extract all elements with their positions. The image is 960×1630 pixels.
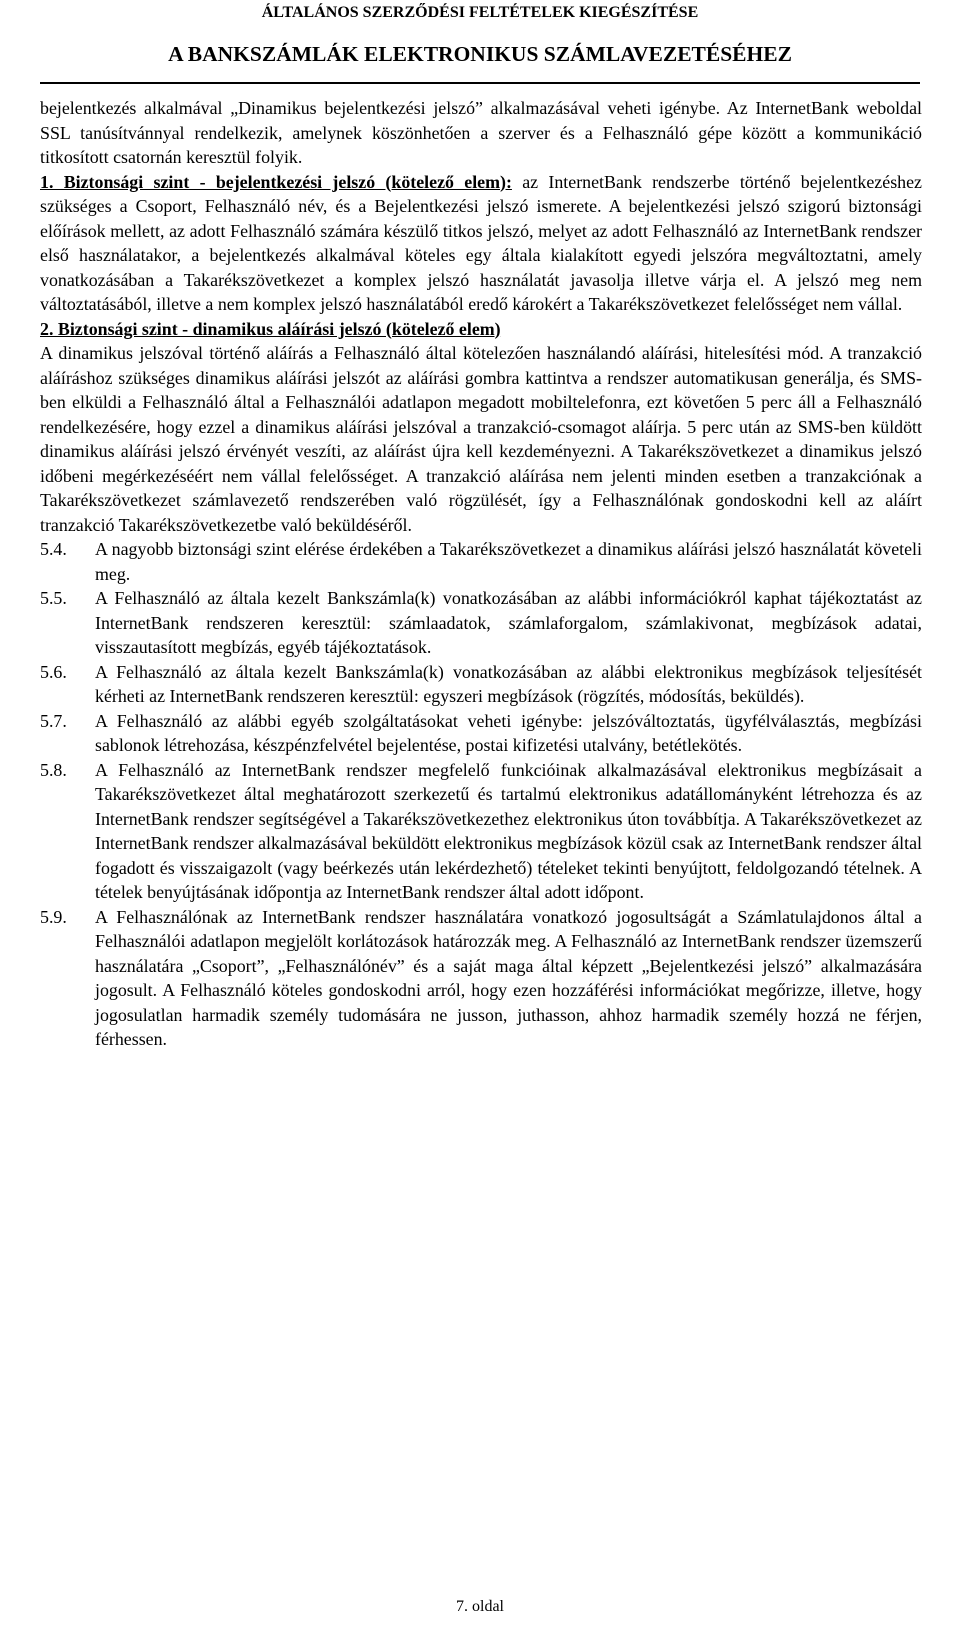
section-1-title: 1. Biztonsági szint - bejelentkezési jelszó (kötelező elem): — [40, 171, 512, 192]
section-2-title: 2. Biztonsági szint - dinamikus aláírási jelszó (kötelező elem) — [40, 318, 501, 339]
header-divider — [40, 82, 920, 84]
document-header-line1: ÁLTALÁNOS SZERZŐDÉSI FELTÉTELEK KIEGÉSZÍTÉSE — [261, 4, 699, 21]
intro-paragraph: bejelentkezés alkalmával „Dinamikus bejelentkezési jelszó” alkalmazásával veheti igénybe. Az InternetBank weboldal SSL tanúsítvánnyal rendelkezik, amelynek köszönhetően a szerver és a Felhasználó gépe között a kommunikáció titkosított csatornán keresztül folyik. — [40, 98, 922, 167]
item-number: 5.5. — [40, 588, 67, 608]
page-number: 7. oldal — [456, 1598, 504, 1615]
list-item — [40, 537, 922, 586]
item-number: 5.4. — [40, 539, 67, 559]
document-body — [40, 96, 922, 1052]
list-item — [40, 586, 922, 660]
item-text: A Felhasználó az általa kezelt Bankszámla(k) vonatkozásában az alábbi elektronikus megbízások teljesítését kérheti az InternetBank rendszeren keresztül: egyszeri megbízások (rögzítés, módosítás, beküldés). — [95, 661, 922, 706]
list-item — [40, 905, 922, 1052]
item-number: 5.7. — [40, 710, 67, 731]
list-item — [40, 660, 922, 709]
list-item — [40, 758, 922, 905]
item-number: 5.6. — [40, 661, 67, 682]
item-text: A Felhasználó az InternetBank rendszer megfelelő funkcióinak alkalmazásával elektronikus megbízásait a Takarékszövetkezet által meghatározott szerkezetű és tartalmú elektronikus adatállományként létrehozza és az InternetBank rendszer segítségével a Takarékszövetkezethez elektronikus úton továbbítja. A Takarékszövetkezet az InternetBank rendszer alkalmazásával beküldött elektronikus megbízások közül csak az InternetBank rendszer által fogadott és visszaigazolt (vagy beérkezés után lekérdezhető) tételeket tekinti benyújtott, feldolgozandó tételnek. A tételek benyújtásának időpontja az InternetBank rendszer által adott időpont. — [95, 759, 922, 902]
item-text: A Felhasználónak az InternetBank rendszer használatára vonatkozó jogosultságát a Számlatulajdonos által a Felhasználói adatlapon megjelölt korlátozások határozzák meg. A Felhasználó az InternetBank rendszer üzemszerű használatára „Csoport”, „Felhasználónév” és a saját maga által képzett „Bejelentkezési jelszó” alkalmazására jogosult. A Felhasználó köteles gondoskodni arról, hogy ezen hozzáférési információkat megőrizze, illetve, hogy jogosulatlan harmadik személy tudomására ne jusson, juthasson, ahhoz harmadik személy hozzá ne férjen, férhessen. — [95, 906, 922, 1049]
document-header-line2: A BANKSZÁMLÁK ELEKTRONIKUS SZÁMLAVEZETÉSÉHEZ — [168, 42, 792, 66]
item-text: A Felhasználó az alábbi egyéb szolgáltatásokat veheti igénybe: jelszóváltoztatás, ügyfélválasztás, megbízási sablonok létrehozása, készpénzfelvétel bejelentése, postai kifizetési utalvány, betétlekötés. — [95, 710, 922, 755]
item-text: A nagyobb biztonsági szint elérése érdekében a Takarékszövetkezet a dinamikus aláírási jelszó használatát követeli meg. — [95, 539, 922, 584]
item-number: 5.9. — [40, 906, 67, 927]
section-2-text: A dinamikus jelszóval történő aláírás a Felhasználó által kötelezően használandó aláírási, hitelesítési mód. A tranzakció aláíráshoz szükséges dinamikus aláírási jelszót az aláírási gombra kattintva a rendszer automatikusan generálja, és SMS-ben elküldi a Felhasználó által a Felhasználói adatlapon megadott mobiltelefonra, ezt követően 5 perc áll a Felhasználó rendelkezésére, hogy ezzel a dinamikus aláírási jelszóval a tranzakció-csomagot aláírja. 5 perc után az SMS-ben küldött dinamikus aláírási jelszó érvényét veszíti, az aláírást újra kell kezdeményezni. A Takarékszövetkezet a dinamikus jelszó időbeni megérkezéséért nem vállal felelősséget. A tranzakció aláírása nem jelenti minden esetben a tranzakciónak a Takarékszövetkezet számlavezető rendszerében való rögzülését, így a Felhasználónak gondoskodni kell az aláírt tranzakció Takarékszövetkezetbe való beküldéséről. — [40, 343, 922, 535]
section-1-paragraph — [40, 170, 922, 317]
item-number: 5.8. — [40, 759, 67, 780]
section-1-text: az InternetBank rendszerbe történő bejelentkezéshez szükséges a Csoport, Felhasználó név, és a Bejelentkezési jelszó ismerete. A bejelentkezési jelszó szigorú biztonsági előírások mellett, az adott Felhasználó számára készülő titkos jelszó, melyet az adott Felhasználó az InternetBank rendszer első használatakor, a bejelentkezés alkalmával köteles egy általa kialakított egyedi jelszóra megváltoztatni, amely vonatkozásában a Takarékszövetkezet a komplex jelszó használatát javasolja illetve várja el. A jelszó meg nem változtatásából, illetve a nem komplex jelszó használatából eredő károkért a Takarékszövetkezet felelősséget nem vállal. — [40, 171, 922, 314]
list-item — [40, 709, 922, 758]
item-text: A Felhasználó az általa kezelt Bankszámla(k) vonatkozásában az alábbi információkról kaphat tájékoztatást az InternetBank rendszeren keresztül: számlaadatok, számlaforgalom, számlakivonat, megbízások adatai, visszautasított megbízás, egyéb tájékoztatások. — [95, 588, 922, 657]
